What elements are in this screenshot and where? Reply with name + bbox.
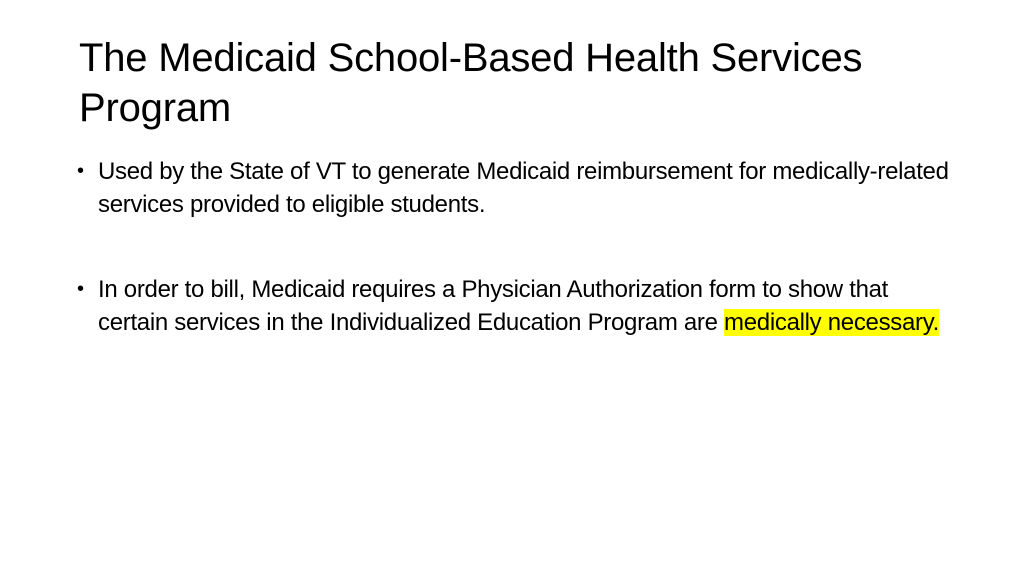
bullet-text: In order to bill, Medicaid requires a Physician Authorization form to show that certain services in the Individualized Education Program are <box>98 276 889 336</box>
bullet-text: Used by the State of VT to generate Medicaid reimbursement for medically-related services provided to eligible students. <box>98 158 949 218</box>
slide-title: The Medicaid School-Based Health Services Program <box>79 36 863 130</box>
bullet-dot-icon: • <box>77 160 84 182</box>
bullet-dot-icon: • <box>77 278 84 300</box>
bullet-item <box>77 273 957 339</box>
highlighted-text: medically necessary. <box>724 309 940 336</box>
bullet-item <box>77 155 957 221</box>
bullet-list <box>77 155 957 339</box>
